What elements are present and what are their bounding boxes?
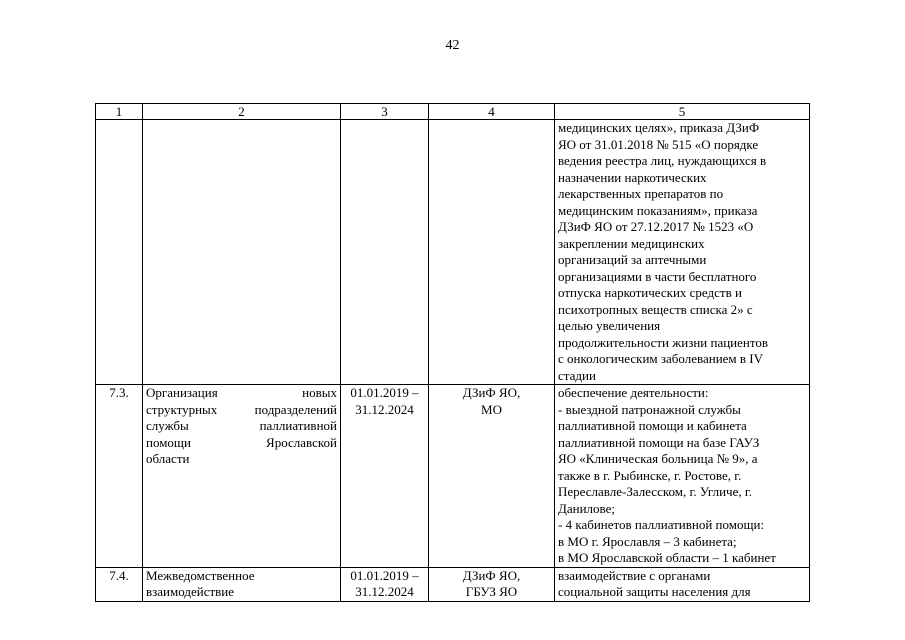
text-line: паллиативной помощи на базе ГАУЗ	[558, 434, 760, 450]
text-line: ЯО от 31.01.2018 № 515 «О порядке	[558, 136, 759, 152]
text-line: области	[146, 451, 190, 466]
text-line: ДЗиФ ЯО,	[462, 567, 521, 583]
text-line: с онкологическим заболеванием в IV	[558, 351, 763, 366]
text-line: закреплении медицинских	[558, 235, 705, 251]
text-line: в МО г. Ярославля – 3 кабинета;	[558, 533, 737, 549]
cell-responsible-continued	[429, 120, 555, 385]
text-line: организациями в части бесплатного	[558, 268, 757, 284]
cell-name-7-3	[143, 385, 341, 568]
text-line: ЯО «Клиническая больница № 9», а	[558, 451, 758, 466]
cell-dates-7-4	[341, 567, 429, 601]
cell-name-continued	[143, 120, 341, 385]
cell-number-continued	[96, 120, 143, 385]
text-line: также в г. Рыбинске, г. Ростове, г.	[558, 467, 742, 483]
text-line: в МО Ярославской области – 1 кабинет	[558, 550, 776, 565]
cell-description-7-4	[555, 567, 810, 601]
text-line: - выездной патронажной службы	[558, 401, 741, 417]
text-line: Организация новых	[146, 385, 337, 400]
text-line: структурных подразделений	[146, 401, 337, 417]
text-line: паллиативной помощи и кабинета	[558, 418, 747, 433]
text-line: отпуска наркотических средств и	[558, 285, 742, 300]
text-line: Данилове;	[558, 500, 615, 516]
cell-number-7-3: 7.3.	[96, 385, 143, 568]
cell-description-continued	[555, 120, 810, 385]
text-line: 31.12.2024	[355, 584, 414, 599]
text-line: помощи Ярославской	[146, 434, 337, 450]
table-row-7-4	[96, 567, 810, 601]
text-line: назначении наркотических	[558, 169, 707, 185]
text-line: психотропных веществ списка 2» с	[558, 301, 753, 317]
text-line: 01.01.2019 –	[350, 567, 419, 583]
document-table	[95, 103, 810, 602]
text-line: взаимодействие с органами	[558, 567, 711, 583]
cell-number-7-4: 7.4.	[96, 567, 143, 601]
text-line: ведения реестра лиц, нуждающихся в	[558, 153, 767, 168]
text-line: 31.12.2024	[355, 401, 414, 417]
page-number: 42	[445, 38, 460, 53]
cell-responsible-7-4	[429, 567, 555, 601]
column-header-2: 2	[143, 104, 341, 120]
text-line: Переславле-Залесском, г. Угличе, г.	[558, 484, 752, 499]
cell-description-7-3	[555, 385, 810, 568]
text-line: стадии	[558, 367, 596, 383]
text-line: социальной защиты населения для	[558, 584, 751, 599]
text-line: лекарственных препаратов по	[558, 186, 724, 201]
text-line: Межведомственное	[146, 567, 255, 583]
text-line: медицинским показаниям», приказа	[558, 202, 758, 218]
text-line: ГБУЗ ЯО	[465, 584, 518, 599]
column-header-3: 3	[341, 104, 429, 120]
cell-dates-continued	[341, 120, 429, 385]
table-header-row	[96, 104, 810, 120]
column-header-4: 4	[429, 104, 555, 120]
table-row-7-3	[96, 385, 810, 568]
text-line: целью увеличения	[558, 318, 661, 333]
text-line: медицинских целях», приказа ДЗиФ	[558, 120, 760, 135]
text-line: взаимодействие	[146, 584, 235, 599]
text-line: - 4 кабинетов паллиативной помощи:	[558, 517, 765, 532]
text-line: ДЗиФ ЯО от 27.12.2017 № 1523 «О	[558, 219, 754, 234]
cell-name-7-4	[143, 567, 341, 601]
text-line: организаций за аптечными	[558, 252, 707, 267]
text-line: МО	[481, 401, 502, 417]
table-row-continued	[96, 120, 810, 385]
text-line: службы паллиативной	[146, 418, 337, 433]
cell-dates-7-3	[341, 385, 429, 568]
text-line: ДЗиФ ЯО,	[462, 385, 521, 400]
column-header-1: 1	[96, 104, 143, 120]
text-line: 01.01.2019 –	[350, 385, 419, 400]
cell-responsible-7-3	[429, 385, 555, 568]
column-header-5: 5	[555, 104, 810, 120]
text-line: обеспечение деятельности:	[558, 385, 709, 400]
text-line: продолжительности жизни пациентов	[558, 334, 769, 350]
